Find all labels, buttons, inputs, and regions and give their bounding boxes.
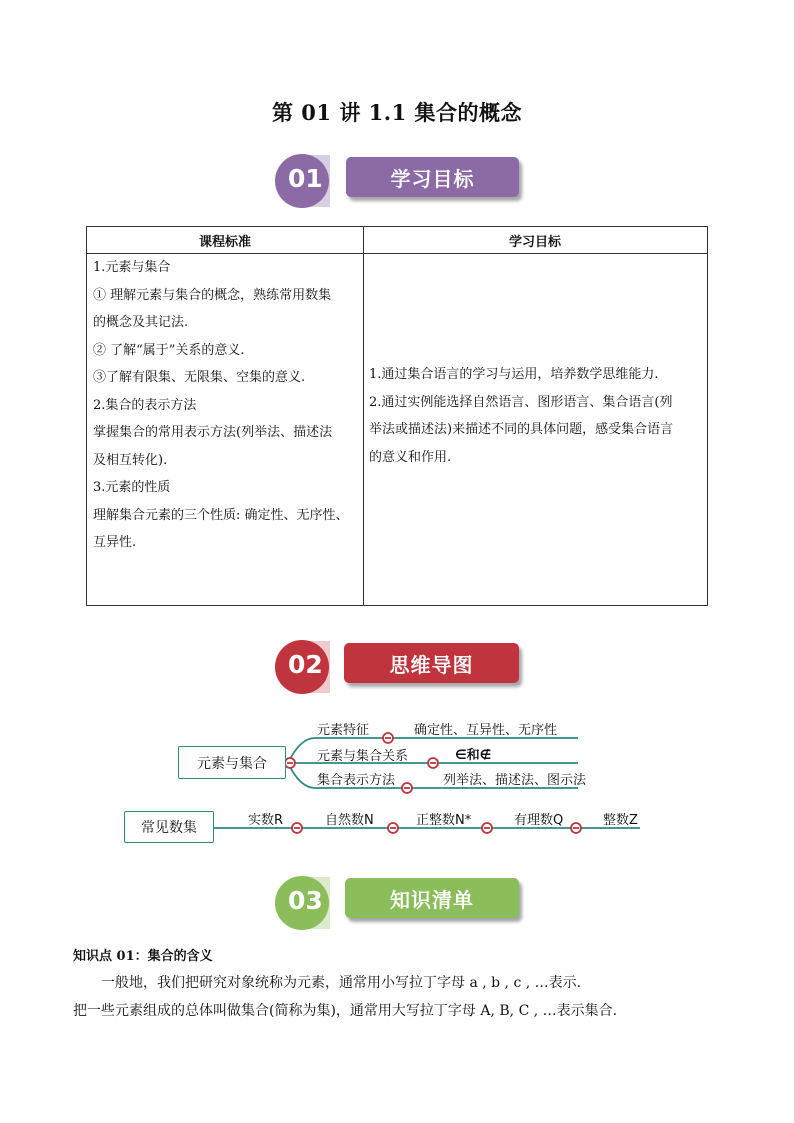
section-banner: 思维导图: [344, 643, 519, 683]
standard-line: 及相互转化).: [93, 452, 168, 468]
number-sets-root: 常见数集: [124, 811, 214, 843]
number-set-label: 自然数N: [325, 813, 374, 828]
goals-table: [86, 226, 708, 606]
standard-line: 的概念及其记法.: [93, 315, 189, 330]
table-cell-goals: [369, 361, 673, 471]
standard-line: 2.集合的表示方法: [93, 397, 197, 413]
section-number: 03: [288, 886, 323, 915]
mindmap-branch-detail: 列举法、描述法、图示法: [443, 773, 587, 788]
goal-line: 举法或描述法)来描述不同的具体问题，感受集合语言: [369, 422, 674, 437]
table-cell-standard: [93, 254, 349, 557]
section-banner: 学习目标: [346, 157, 519, 197]
section-number: 02: [288, 650, 323, 679]
standard-line: 3.元素的性质: [93, 480, 171, 495]
mindmap-branch-label: 集合表示方法: [317, 773, 396, 788]
standard-line: ① 理解元素与集合的概念，熟练常用数集: [93, 287, 332, 303]
mindmap-branch-detail: 确定性、互异性、无序性: [414, 723, 558, 738]
knowledge-heading: 知识点 01：集合的含义: [73, 949, 213, 964]
goal-line: 的意义和作用.: [369, 449, 452, 465]
table-header-goals: 学习目标: [363, 227, 707, 254]
knowledge-paragraph: 把一些元素组成的总体叫做集合(简称为集)，通常用大写拉丁字母 A, B, C , …表示集合.: [73, 1003, 618, 1019]
section-banner: 知识清单: [345, 878, 519, 918]
number-set-label: 整数Z: [603, 813, 638, 828]
goal-line: 2.通过实例能选择自然语言、图形语言、集合语言(列: [369, 394, 673, 410]
standard-line: ② 了解“属于”关系的意义.: [93, 342, 245, 358]
table-divider: [363, 227, 364, 605]
number-set-label: 有理数Q: [514, 813, 564, 828]
page-title: 第 01 讲 1.1 集合的概念: [271, 100, 522, 125]
standard-line: 理解集合元素的三个性质: 确定性、无序性、: [93, 507, 349, 523]
standard-line: 掌握集合的常用表示方法(列举法、描述法: [93, 425, 333, 440]
standard-line: ③了解有限集、无限集、空集的意义.: [93, 370, 306, 385]
mindmap-root: 元素与集合: [178, 746, 286, 779]
table-header-standard: 课程标准: [87, 227, 363, 254]
mindmap-branch-detail: ∈和∉: [455, 748, 492, 763]
number-set-label: 实数R: [248, 813, 284, 828]
standard-line: 互异性.: [93, 535, 137, 550]
knowledge-paragraph: 一般地，我们把研究对象统称为元素，通常用小写拉丁字母 a , b , c , …表示.: [101, 975, 582, 991]
mindmap-branch-label: 元素与集合关系: [317, 749, 409, 764]
mindmap-branch-label: 元素特征: [317, 723, 370, 738]
mindmap-connectors: [0, 700, 794, 850]
goal-line: 1.通过集合语言的学习与运用，培养数学思维能力.: [369, 367, 659, 382]
section-number: 01: [288, 164, 323, 193]
standard-line: 1.元素与集合: [93, 260, 171, 275]
number-set-label: 正整数N*: [416, 813, 472, 828]
